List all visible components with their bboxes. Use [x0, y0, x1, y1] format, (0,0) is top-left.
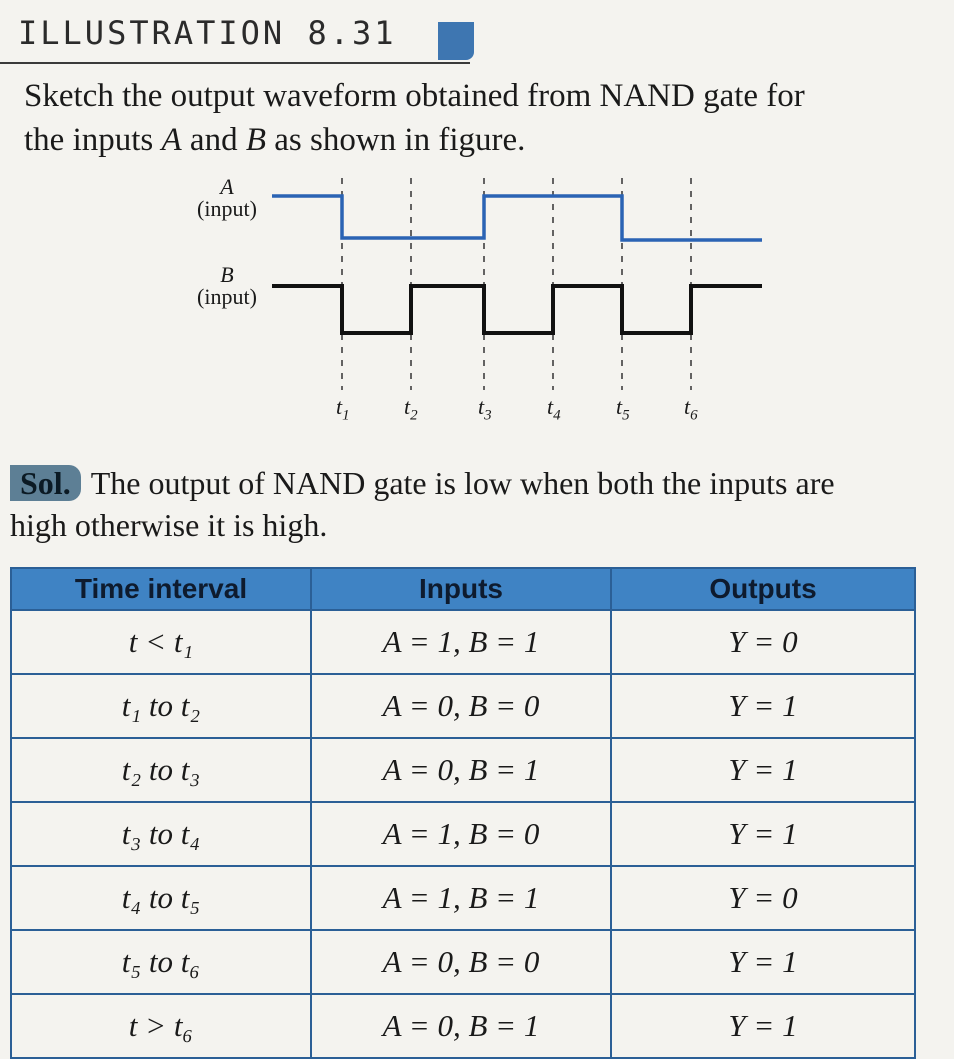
cell-output: Y = 1	[611, 802, 915, 866]
cell-inputs: A = 1, B = 1	[311, 866, 611, 930]
cell-inputs: A = 1, B = 1	[311, 610, 611, 674]
tick-symbol: t	[478, 394, 485, 419]
tick-subscript: 6	[690, 407, 698, 424]
tick-label-t3	[478, 394, 492, 424]
heading-accent	[438, 22, 474, 60]
wave-a-signal	[272, 196, 762, 240]
heading-rule	[0, 62, 470, 64]
table-header-row	[11, 568, 915, 610]
tick-symbol: t	[547, 394, 554, 419]
cell-output: Y = 0	[611, 610, 915, 674]
cell-output: Y = 1	[611, 674, 915, 738]
table-row	[11, 610, 915, 674]
table-row	[11, 930, 915, 994]
cell-interval: t₂ to t₃	[11, 738, 311, 802]
cell-inputs: A = 0, B = 0	[311, 674, 611, 738]
tick-symbol: t	[616, 394, 623, 419]
wave-b-var: B	[220, 262, 234, 287]
truth-table	[10, 567, 916, 1059]
question-line-1: Sketch the output waveform obtained from NAND gate for	[24, 78, 805, 114]
cell-output: Y = 1	[611, 930, 915, 994]
solution-text	[10, 462, 945, 546]
solution-line-1: The output of NAND gate is low when both the inputs are	[90, 465, 835, 501]
question-line-2	[24, 118, 939, 162]
table-row	[11, 674, 915, 738]
wave-a-sub: (input)	[197, 196, 257, 221]
cell-interval: t < t₁	[11, 610, 311, 674]
table-row	[11, 866, 915, 930]
table-row	[11, 994, 915, 1058]
tick-symbol: t	[404, 394, 411, 419]
tick-symbol: t	[684, 394, 691, 419]
wave-b-signal	[272, 286, 762, 333]
tick-subscript: 4	[553, 407, 561, 424]
table-row	[11, 738, 915, 802]
cell-inputs: A = 0, B = 1	[311, 994, 611, 1058]
tick-subscript: 5	[622, 407, 630, 424]
cell-interval: t > t₆	[11, 994, 311, 1058]
header-time-interval: Time interval	[11, 568, 311, 610]
cell-output: Y = 1	[611, 994, 915, 1058]
cell-inputs: A = 1, B = 0	[311, 802, 611, 866]
tick-label-t5	[616, 394, 630, 424]
solution-line-2: high otherwise it is high.	[10, 507, 328, 543]
cell-output: Y = 0	[611, 866, 915, 930]
waveform-figure	[0, 160, 954, 400]
tick-subscript: 1	[342, 407, 350, 424]
tick-guides	[342, 178, 691, 390]
tick-symbol: t	[336, 394, 343, 419]
tick-subscript: 2	[410, 407, 418, 424]
cell-inputs: A = 0, B = 0	[311, 930, 611, 994]
tick-subscript: 3	[484, 407, 492, 424]
question-text-part: as shown in figure.	[266, 122, 526, 158]
wave-b-sub: (input)	[197, 284, 257, 309]
tick-label-t2	[404, 394, 418, 424]
table-row	[11, 802, 915, 866]
header-outputs: Outputs	[611, 568, 915, 610]
variable-b: B	[245, 122, 266, 158]
header-inputs: Inputs	[311, 568, 611, 610]
question-text-part: the inputs	[24, 122, 162, 158]
question-text	[24, 74, 939, 162]
illustration-heading: ILLUSTRATION 8.31	[18, 14, 397, 52]
wave-a-var: A	[220, 174, 234, 199]
cell-output: Y = 1	[611, 738, 915, 802]
question-text-part: and	[181, 122, 246, 158]
cell-inputs: A = 0, B = 1	[311, 738, 611, 802]
cell-interval: t₄ to t₅	[11, 866, 311, 930]
solution-badge: Sol.	[10, 465, 81, 501]
variable-a: A	[161, 122, 182, 158]
cell-interval: t₁ to t₂	[11, 674, 311, 738]
tick-label-t6	[684, 394, 698, 424]
tick-label-t1	[336, 394, 350, 424]
tick-label-t4	[547, 394, 561, 424]
cell-interval: t₅ to t₆	[11, 930, 311, 994]
cell-interval: t₃ to t₄	[11, 802, 311, 866]
